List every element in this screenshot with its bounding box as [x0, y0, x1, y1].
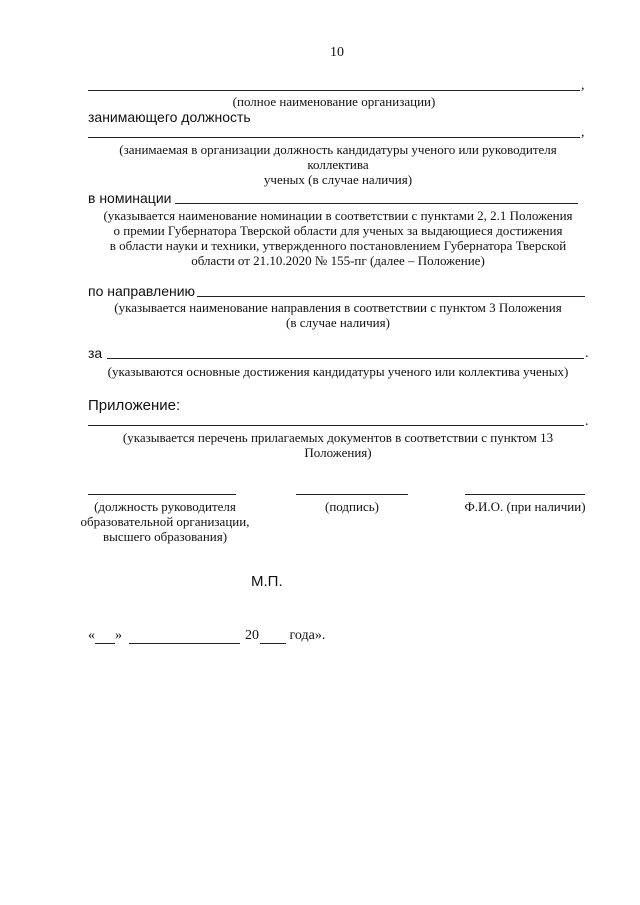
- nomination-caption-line: области от 21.10.2020 № 155-пг (далее – Положение): [191, 253, 485, 268]
- nomination-caption-line: о премии Губернатора Тверской области для ученых за выдающиеся достижения: [113, 223, 563, 238]
- day-line: [95, 643, 115, 644]
- position-signature-caption: [80, 499, 250, 544]
- organization-line-comma: ,: [581, 78, 585, 93]
- position-caption-line: ученых (в случае наличия): [263, 172, 413, 187]
- date-open-quote: «: [88, 628, 95, 643]
- nomination-caption-line: (указывается наименование номинации в соответствии с пунктами 2, 2.1 Положения: [103, 208, 573, 223]
- organization-caption: (полное наименование организации): [232, 94, 436, 109]
- organization-line: [88, 90, 580, 91]
- position-signature-caption-line: (должность руководителя: [94, 499, 236, 514]
- nomination-label: в номинации: [88, 190, 172, 206]
- position-line: [88, 137, 580, 138]
- achievements-line-period: .: [585, 346, 589, 361]
- direction-label: по направлению: [88, 283, 196, 299]
- position-caption-line: (занимаемая в организации должность кандидатуры ученого или руководителя коллектива: [119, 142, 557, 172]
- position-label: занимающего должность: [88, 109, 251, 125]
- nomination-caption-line: в области науки и техники, утвержденного постановлением Губернатора Тверской: [109, 238, 567, 253]
- date-suffix: года».: [286, 628, 326, 643]
- position-line-comma: ,: [581, 125, 585, 140]
- name-caption: Ф.И.О. (при наличии): [464, 499, 586, 514]
- nomination-line: [175, 203, 578, 204]
- direction-caption-line: (указывается наименование направления в соответствии с пунктом 3 Положения: [114, 300, 562, 315]
- achievements-label: за: [88, 345, 103, 361]
- direction-line: [197, 296, 585, 297]
- position-caption: [88, 142, 588, 187]
- position-signature-line: [88, 494, 236, 495]
- achievements-caption: (указываются основные достижения кандидатуры ученого или коллектива ученых): [107, 364, 569, 379]
- date-close-quote: »: [115, 628, 122, 643]
- direction-caption: [88, 300, 588, 330]
- appendix-line-period: .: [585, 414, 589, 429]
- name-line: [465, 494, 585, 495]
- appendix-caption: (указывается перечень прилагаемых документов в соответствии с пунктом 13 Положения): [122, 430, 554, 460]
- nomination-caption: [88, 208, 588, 268]
- appendix-line: [88, 425, 584, 426]
- year-line: [260, 643, 286, 644]
- achievements-line: [107, 358, 584, 359]
- page-number: 10: [330, 45, 344, 60]
- appendix-label: Приложение:: [88, 397, 181, 414]
- year-prefix: 20: [245, 628, 259, 643]
- stamp-label: М.П.: [251, 573, 283, 590]
- direction-caption-line: (в случае наличия): [286, 315, 390, 330]
- signature-caption: (подпись): [325, 499, 379, 514]
- position-signature-caption-line: высшего образования): [102, 529, 228, 544]
- position-signature-caption-line: образовательной организации,: [80, 514, 250, 529]
- month-line: [129, 643, 240, 644]
- signature-line: [296, 494, 408, 495]
